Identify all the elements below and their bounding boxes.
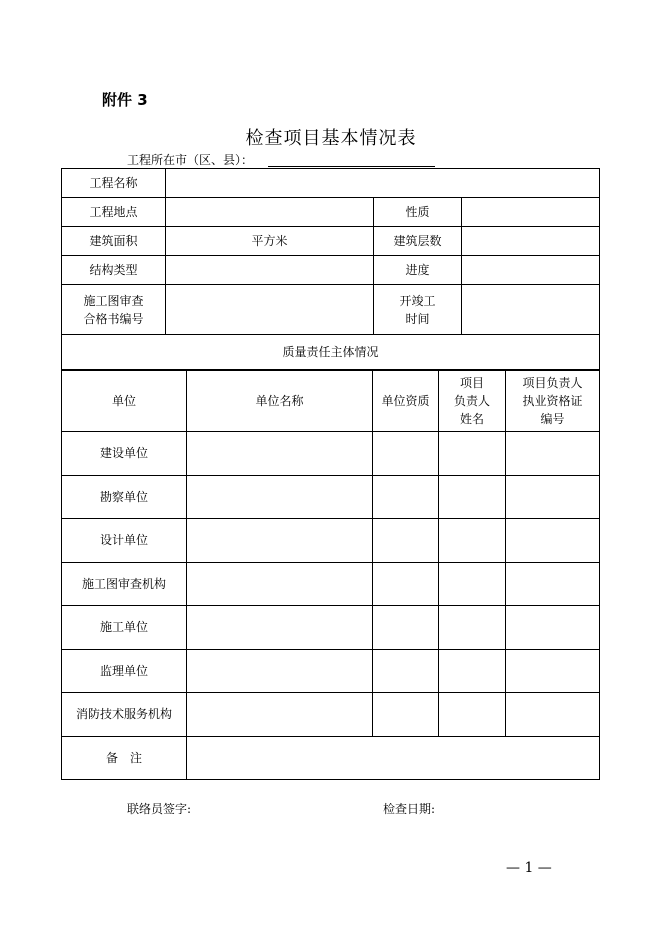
col-cert-line3: 编号 xyxy=(540,412,565,426)
manager-field[interactable] xyxy=(439,649,506,693)
review-cert-field[interactable] xyxy=(166,285,374,335)
unit-name-field[interactable] xyxy=(187,649,373,693)
structure-type-label: 结构类型 xyxy=(62,256,166,285)
unit-label: 施工图审查机构 xyxy=(62,562,187,606)
qualification-field[interactable] xyxy=(373,475,439,519)
attachment-label: 附件 3 xyxy=(102,91,148,109)
remarks-field[interactable] xyxy=(187,736,600,780)
page-title: 检查项目基本情况表 xyxy=(245,128,417,149)
unit-name-field[interactable] xyxy=(187,432,373,476)
responsibility-table xyxy=(61,370,600,780)
qualification-field[interactable] xyxy=(373,432,439,476)
col-cert-line2: 执业资格证 xyxy=(522,394,583,408)
qualification-field[interactable] xyxy=(373,562,439,606)
check-date-label: 检查日期: xyxy=(383,802,436,816)
manager-field[interactable] xyxy=(439,519,506,563)
col-unit-name-header: 单位名称 xyxy=(187,371,373,432)
city-label: 工程所在市（区、县）： xyxy=(127,153,254,167)
progress-field[interactable] xyxy=(462,256,600,285)
cert-field[interactable] xyxy=(506,519,600,563)
cert-field[interactable] xyxy=(506,562,600,606)
table-row xyxy=(62,475,600,519)
table-row xyxy=(62,649,600,693)
start-end-field[interactable] xyxy=(462,285,600,335)
col-cert-header xyxy=(506,371,600,432)
unit-name-field[interactable] xyxy=(187,562,373,606)
unit-name-field[interactable] xyxy=(187,475,373,519)
building-area-field[interactable] xyxy=(166,227,374,256)
cert-field[interactable] xyxy=(506,475,600,519)
floors-field[interactable] xyxy=(462,227,600,256)
unit-label: 施工单位 xyxy=(62,606,187,650)
unit-label: 建设单位 xyxy=(62,432,187,476)
review-cert-label-line1: 施工图审查 xyxy=(83,293,144,308)
contact-sign-label: 联络员签字: xyxy=(127,802,192,816)
manager-field[interactable] xyxy=(439,606,506,650)
building-area-label: 建筑面积 xyxy=(62,227,166,256)
start-end-label xyxy=(374,285,462,335)
col-manager-line2: 负责人 xyxy=(453,394,490,408)
floors-label: 建筑层数 xyxy=(374,227,462,256)
table-row xyxy=(62,562,600,606)
basic-info-table xyxy=(61,168,600,370)
city-input-line[interactable] xyxy=(268,166,435,167)
manager-field[interactable] xyxy=(439,475,506,519)
page-number: — 1 — xyxy=(506,860,552,876)
manager-field[interactable] xyxy=(439,432,506,476)
progress-label: 进度 xyxy=(374,256,462,285)
start-end-label-line1: 开竣工 xyxy=(399,293,436,308)
project-name-label: 工程名称 xyxy=(62,169,166,198)
cert-field[interactable] xyxy=(506,432,600,476)
review-cert-label xyxy=(62,285,166,335)
manager-field[interactable] xyxy=(439,693,506,737)
table-row xyxy=(62,693,600,737)
qualification-field[interactable] xyxy=(373,693,439,737)
col-unit-header: 单位 xyxy=(62,371,187,432)
col-manager-header xyxy=(439,371,506,432)
start-end-label-line2: 时间 xyxy=(405,311,430,326)
project-location-label: 工程地点 xyxy=(62,198,166,227)
col-manager-line1: 项目 xyxy=(459,376,484,390)
cert-field[interactable] xyxy=(506,606,600,650)
unit-label: 消防技术服务机构 xyxy=(62,693,187,737)
col-qualification-header: 单位资质 xyxy=(373,371,439,432)
unit-label: 勘察单位 xyxy=(62,475,187,519)
manager-field[interactable] xyxy=(439,562,506,606)
area-unit: 平方米 xyxy=(251,234,288,248)
table-row xyxy=(62,519,600,563)
table-row xyxy=(62,432,600,476)
review-cert-label-line2: 合格书编号 xyxy=(83,311,144,326)
qualification-field[interactable] xyxy=(373,649,439,693)
col-manager-line3: 姓名 xyxy=(459,412,484,426)
nature-label: 性质 xyxy=(374,198,462,227)
unit-name-field[interactable] xyxy=(187,606,373,650)
remarks-label: 备 注 xyxy=(62,736,187,780)
nature-field[interactable] xyxy=(462,198,600,227)
qualification-field[interactable] xyxy=(373,519,439,563)
unit-name-field[interactable] xyxy=(187,519,373,563)
unit-label: 设计单位 xyxy=(62,519,187,563)
project-name-field[interactable] xyxy=(166,169,600,198)
qualification-field[interactable] xyxy=(373,606,439,650)
cert-field[interactable] xyxy=(506,693,600,737)
structure-type-field[interactable] xyxy=(166,256,374,285)
col-cert-line1: 项目负责人 xyxy=(522,376,583,390)
unit-name-field[interactable] xyxy=(187,693,373,737)
unit-label: 监理单位 xyxy=(62,649,187,693)
project-location-field[interactable] xyxy=(166,198,374,227)
table-row xyxy=(62,606,600,650)
cert-field[interactable] xyxy=(506,649,600,693)
section-title: 质量责任主体情况 xyxy=(62,335,600,370)
